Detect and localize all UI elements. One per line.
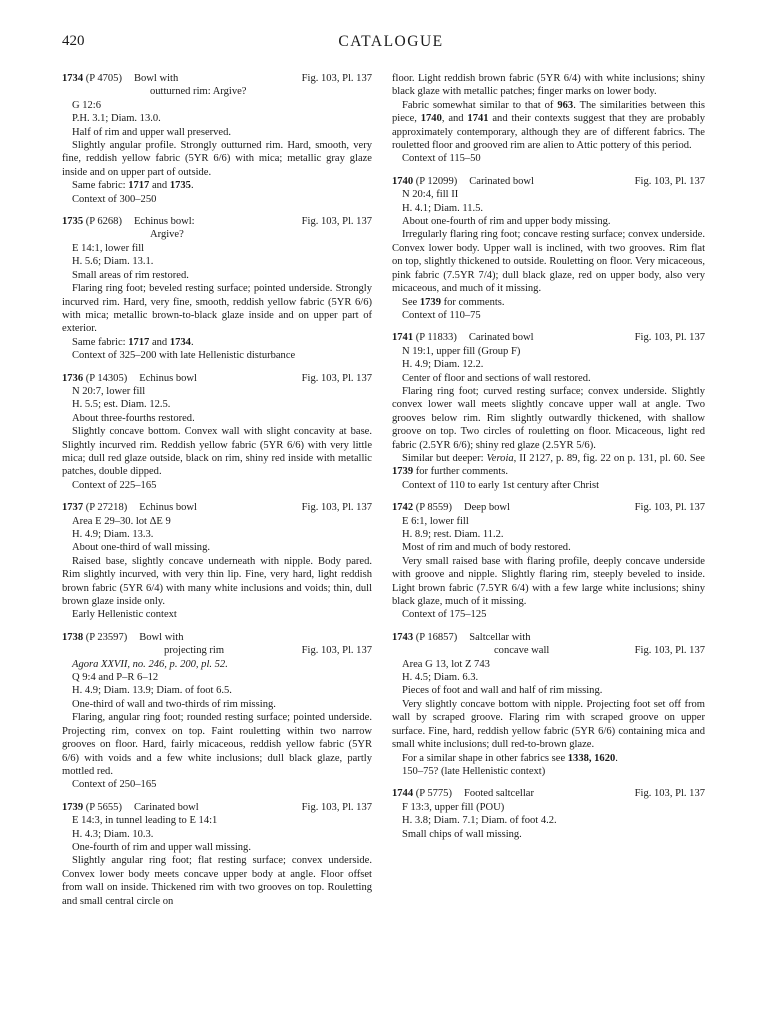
context: Early Hellenistic context — [72, 609, 177, 621]
fabric-note — [62, 336, 372, 349]
entry-heading — [62, 72, 372, 85]
context: Context of 175–125 — [402, 609, 487, 621]
entry-number: 1744 — [392, 788, 414, 800]
comparison-note — [392, 99, 705, 153]
catalogue-entry-1744 — [392, 787, 705, 841]
entry-title: Carinated bowl — [469, 175, 534, 187]
entry-number: 1734 — [62, 73, 84, 84]
preservation: About one-fourth of rim and upper body missing. — [402, 216, 611, 228]
entry-title: Bowl with — [133, 73, 179, 84]
entry-number: 1735 — [62, 216, 84, 228]
inventory-number: (P 8559) — [415, 502, 452, 514]
preservation: Small chips of wall missing. — [402, 828, 522, 840]
figure-reference: Fig. 103, Pl. 137 — [301, 73, 372, 84]
description: Raised base, slightly concave underneath with nipple. Body pared. Rim slightly incurved, with very thin lip. Fine, very hard, light reddish brown fabric (5YR 6/4) with many white inclusions and voids; thin, dull brown glaze inside only. — [62, 555, 372, 608]
deposit-reference: G 12:6 — [72, 99, 102, 111]
entry-heading — [392, 787, 705, 800]
entry-title: Bowl with — [139, 631, 184, 643]
preservation: About one-third of wall missing. — [72, 542, 210, 554]
note-text: . — [190, 336, 194, 348]
bibliography: Agora XXVII, no. 246, p. 200, pl. 52. — [72, 658, 228, 670]
inventory-number: (P 12099) — [415, 175, 458, 187]
dimensions: H. 4.9; Diam. 13.9; Diam. of foot 6.5. — [72, 685, 232, 697]
context: Context of 110–75 — [402, 309, 481, 321]
cross-reference: 1740 — [420, 113, 442, 125]
dimensions: H. 4.1; Diam. 11.5. — [402, 202, 484, 214]
description: Slightly concave bottom. Convex wall with slight concavity at base. Slightly incurved rim. Reddish yellow fabric (5YR 6/6) with very little mica; dull red glaze outside, black on rim, shiny red inside with metallic patches, double dipped. — [62, 426, 372, 478]
entry-number: 1740 — [392, 175, 414, 187]
catalogue-entry-1742 — [392, 501, 705, 622]
dimensions: H. 5.6; Diam. 13.1. — [72, 256, 154, 268]
preservation: Small areas of rim restored. — [72, 269, 189, 281]
comparison-note — [392, 452, 705, 479]
entry-number: 1737 — [62, 502, 84, 514]
entry-heading — [392, 331, 705, 344]
description: Slightly angular profile. Strongly outturned rim. Hard, smooth, very fine, reddish yellow fabric (5YR 6/6) with mica; metallic gray glaze inside and on upper part of outside. — [62, 140, 372, 178]
entry-heading — [62, 501, 372, 514]
catalogue-entry-1738 — [62, 631, 372, 792]
note-text: for further comments. — [413, 466, 508, 478]
publication-title: Veroia — [486, 452, 514, 464]
cross-reference: 963 — [557, 99, 574, 111]
cross-reference: 1735 — [169, 180, 191, 192]
entry-number: 1741 — [392, 332, 414, 344]
page-number: 420 — [62, 33, 85, 49]
description: Very slightly concave bottom with nipple. Projecting foot set off from wall by scraped groove. Flaring rim with scraped groove on upper surface. Fine, hard, reddish yellow fabric (5YR 6/6) containing mica and small white inclusions; dull red-to-brown glaze. — [392, 698, 705, 751]
figure-reference: Fig. 103, Pl. 137 — [634, 645, 705, 657]
entry-heading — [62, 801, 372, 814]
entry-heading — [62, 372, 372, 385]
context: Context of 110 to early 1st century after Christ — [402, 479, 600, 491]
cross-reference: 1717 — [128, 180, 150, 192]
entry-title: Echinus bowl — [139, 502, 197, 514]
inventory-number: (P 27218) — [85, 502, 128, 514]
entry-heading — [392, 175, 705, 188]
see-note — [392, 296, 705, 309]
running-title: CATALOGUE — [338, 33, 444, 50]
deposit-reference: Q 9:4 and P–R 6–12 — [72, 672, 159, 684]
entry-heading — [62, 631, 372, 644]
entry-title-continued: outturned rim: Argive? — [150, 86, 247, 98]
entry-title: Echinus bowl: — [133, 216, 195, 228]
deposit-reference: Area G 13, lot Z 743 — [402, 658, 490, 670]
entry-title-continued: projecting rim — [164, 645, 225, 657]
dimensions: H. 4.5; Diam. 6.3. — [402, 672, 479, 684]
description-continued: floor. Light reddish brown fabric (5YR 6/4) with white inclusions; shiny black glaze with metallic patches; finger marks on lower body. — [392, 73, 705, 98]
dimensions: H. 5.5; est. Diam. 12.5. — [72, 399, 171, 411]
cross-reference: 1739 — [392, 466, 414, 478]
preservation: One-fourth of rim and upper wall missing. — [72, 841, 251, 853]
dimensions: H. 4.9; Diam. 13.3. — [72, 529, 154, 540]
context: Context of 300–250 — [72, 193, 157, 205]
deposit-reference: F 13:3, upper fill (POU) — [402, 801, 505, 813]
inventory-number: (P 5655) — [85, 801, 122, 813]
description: Very small raised base with flaring profile, deeply concave underside with groove and nipple. Slightly flaring rim, steeply beveled to inside. Light brown fabric (7.5YR 6/4) with a few large white inclusions; shiny black glaze, much of it missing. — [392, 555, 705, 608]
figure-reference: Fig. 103, Pl. 137 — [301, 372, 372, 384]
entry-heading — [392, 631, 705, 644]
catalogue-entry-1741 — [392, 331, 705, 492]
figure-reference: Fig. 103, Pl. 137 — [301, 801, 372, 813]
right-column — [392, 72, 705, 850]
entry-heading-line-2 — [62, 644, 372, 657]
left-column — [62, 72, 372, 917]
entry-heading — [392, 501, 705, 514]
dimensions: P.H. 3.1; Diam. 13.0. — [72, 113, 161, 125]
deposit-reference: Area E 29–30. lot ΔE 9 — [72, 515, 171, 527]
context: Context of 250–165 — [72, 779, 157, 791]
note-text: . The similarities between this piece, — [392, 99, 705, 125]
preservation: One-third of wall and two-thirds of rim missing. — [72, 698, 276, 710]
figure-reference: Fig. 103, Pl. 137 — [301, 645, 372, 657]
deposit-reference: E 14:1, lower fill — [72, 242, 145, 254]
deposit-reference: E 6:1, lower fill — [402, 515, 469, 527]
entry-number: 1739 — [62, 801, 84, 813]
catalogue-entry-1737 — [62, 501, 372, 622]
figure-reference: Fig. 103, Pl. 137 — [301, 216, 372, 228]
description: Flaring ring foot; beveled resting surface; pointed underside. Strongly incurved rim. Hard, very fine, smooth, reddish yellow fabric (5YR 6/6) with mica; metallic brown-to-black glaze inside and on upper part of exterior. — [62, 283, 372, 335]
deposit-reference: N 20:4, fill II — [402, 189, 459, 201]
entry-heading-line-2 — [392, 644, 705, 657]
fabric-note — [62, 179, 372, 192]
note-text: . — [615, 752, 618, 764]
dimensions: H. 3.8; Diam. 7.1; Diam. of foot 4.2. — [402, 815, 557, 827]
context: Context of 115–50 — [402, 153, 481, 165]
entry-title: Carinated bowl — [468, 332, 534, 344]
entry-number: 1742 — [392, 502, 414, 514]
inventory-number: (P 14305) — [85, 372, 128, 384]
entry-heading — [62, 215, 372, 228]
preservation: Center of floor and sections of wall restored. — [402, 372, 591, 384]
catalogue-entry-1735 — [62, 215, 372, 362]
cross-reference: 1739 — [419, 296, 441, 308]
context: 150–75? (late Hellenistic context) — [402, 765, 546, 777]
note-text: Fabric somewhat similar to that of — [402, 99, 558, 111]
note-text: See — [402, 296, 420, 308]
figure-reference: Fig. 103, Pl. 137 — [634, 332, 705, 344]
note-text: and their contexts suggest that they are probably approximately contemporary, although they are of different fabrics. The rouletted floor and grooved rim are alien to Attic pottery of this period. — [392, 113, 706, 152]
entry-number: 1736 — [62, 372, 84, 384]
running-head — [62, 33, 720, 53]
note-text: For a similar shape in other fabrics see — [402, 752, 568, 764]
inventory-number: (P 5775) — [415, 788, 452, 800]
note-text: and — [149, 180, 170, 192]
figure-reference: Fig. 103, Pl. 137 — [301, 502, 372, 514]
note-text: Similar but deeper: — [402, 452, 487, 464]
inventory-number: (P 11833) — [415, 332, 457, 344]
description: Flaring ring foot; curved resting surface; convex underside. Slightly convex lower wall meets slightly concave upper wall at angle. Two grooves below rim. Rim slightly outwardly thickened, with shallow groove on top. Two circles of rouletting on floor. Micaceous, light red fabric (2.5YR 6/6); shiny red glaze (2.5YR 5/6). — [392, 385, 705, 451]
deposit-reference: E 14:3, in tunnel leading to E 14:1 — [72, 815, 218, 827]
description: Irregularly flaring ring foot; concave resting surface; convex underside. Convex lower body. Upper wall is inclined, with two grooves. Rim flat on top, slightly thickened to outside. Rouletting on floor. Very micaceous, pink fabric (7.5YR 7/4); dull black glaze, red on upper body, also very micaceous, and much of it missing. — [392, 229, 705, 295]
note-text: for comments. — [440, 296, 505, 308]
preservation: About three-fourths restored. — [72, 412, 195, 424]
entry-1739-continued — [392, 72, 705, 166]
cross-reference: 1338, 1620 — [567, 752, 616, 764]
entry-title: Carinated bowl — [133, 801, 199, 813]
entry-title-continued: Argive? — [150, 229, 184, 241]
catalogue-entry-1736 — [62, 372, 372, 493]
deposit-reference: N 19:1, upper fill (Group F) — [402, 345, 521, 357]
dimensions: H. 4.3; Diam. 10.3. — [72, 828, 154, 840]
entry-title: Deep bowl — [463, 502, 510, 514]
entry-number: 1743 — [392, 631, 414, 643]
preservation: Most of rim and much of body restored. — [402, 542, 571, 554]
note-text: and — [149, 336, 170, 348]
cross-reference: 1734 — [169, 336, 191, 348]
comparison-note — [392, 752, 705, 765]
note-text: , and — [441, 113, 468, 125]
entry-title-continued: concave wall — [494, 645, 550, 657]
inventory-number: (P 23597) — [85, 631, 128, 643]
inventory-number: (P 6268) — [85, 216, 122, 228]
preservation: Half of rim and upper wall preserved. — [72, 126, 232, 138]
note-text: Same fabric: — [72, 180, 129, 192]
catalogue-entry-1743 — [392, 631, 705, 778]
entry-title: Echinus bowl — [139, 372, 197, 384]
dimensions: H. 4.9; Diam. 12.2. — [402, 359, 484, 371]
entry-title: Saltcellar with — [469, 631, 531, 643]
catalogue-entry-1734 — [62, 72, 372, 206]
catalogue-entry-1740 — [392, 175, 705, 322]
context: Context of 325–200 with late Hellenistic disturbance — [72, 350, 296, 362]
dimensions: H. 8.9; rest. Diam. 11.2. — [402, 529, 504, 540]
description: Slightly angular ring foot; flat resting surface; convex underside. Convex lower body meets concave upper body at angle. Floor offset from wall on inside. Thickened rim with two grooves on top. Rouletting and small central circle on — [62, 855, 372, 907]
context: Context of 225–165 — [72, 479, 157, 491]
figure-reference: Fig. 103, Pl. 137 — [634, 175, 705, 187]
catalogue-entry-1739 — [62, 801, 372, 908]
note-text: Same fabric: — [72, 336, 129, 348]
entry-number: 1738 — [62, 631, 84, 643]
note-text: . — [190, 180, 194, 192]
deposit-reference: N 20:7, lower fill — [72, 385, 146, 397]
entry-title: Footed saltcellar — [463, 788, 534, 800]
cross-reference: 1717 — [128, 336, 150, 348]
inventory-number: (P 16857) — [415, 631, 458, 643]
figure-reference: Fig. 103, Pl. 137 — [634, 502, 705, 514]
preservation: Pieces of foot and wall and half of rim missing. — [402, 685, 603, 697]
description: Flaring, angular ring foot; rounded resting surface; pointed underside. Projecting rim, convex on top. Faint rouletting within two narrow grooves on floor. Hard, fairly micaceous, reddish yellow fabric (5YR 6/6) with voids and a few white inclusions; dull black glaze, partly mottled red. — [62, 712, 372, 777]
cross-reference: 1741 — [467, 113, 489, 125]
inventory-number: (P 4705) — [85, 73, 122, 84]
figure-reference: Fig. 103, Pl. 137 — [634, 788, 705, 800]
note-text: , II 2127, p. 89, fig. 22 on p. 131, pl. 60. See — [513, 452, 705, 464]
